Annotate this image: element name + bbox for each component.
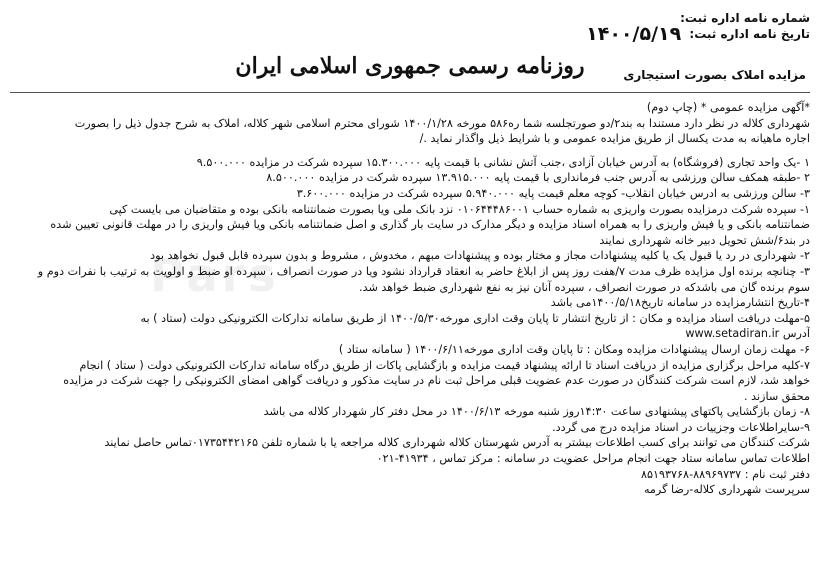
notice-line: خواهد شد، لازم است شرکت کنندگان در صورت عدم عضویت قبلی مراحل ثبت نام در سایت مذکور و دریافت گواهی امضای الکترونیکی را جهت شرکت در مزایده [63,374,810,388]
notice-line: ۱- سپرده شرکت درمزایده بصورت واریزی به شماره حساب ۰۱۰۶۴۴۴۸۶۰۰۱ نزد بانک ملی ویا بصورت ضمانتنامه بانکی بوده و متقاضیان می بایست کپی [109,202,810,216]
notice-line: ۲- شهرداری در رد یا قبول یک یا کلیه پیشنهادات مجاز و مختار بوده و پیشنهادات مبهم ، مخدوش ، مشروط و بدون سپرده قابل قبول نخواهد بود [150,249,810,263]
notice-line: در بند۶/شش تحویل دبیر خانه شهرداری نمایند [599,233,810,247]
notice-line: سوم برنده گان می باشدکه در صورت انصراف ، سپرده آنان نیز به نفع شهرداری ضبط خواهد شد. [359,280,810,294]
newspaper-title: روزنامه رسمی جمهوری اسلامی ایران [235,53,585,79]
notice-line: ۱ -یک واحد تجاری (فروشگاه) به آدرس خیابان آزادی ،جنب آتش نشانی با قیمت پایه ۱۵.۳۰۰.۰۰۰ سپرده شرکت در مزایده ۹.۵۰۰.۰۰۰ [196,155,810,169]
notice-line: ضمانتنامه بانکی و یا فیش واریزی را به همراه اسناد مزایده و دیگر مدارک در سایت بار گذاری و اصل ضمانتنامه بانکی ویا فیش واریزی را در مهلت قانونی تعیین شده [50,218,810,232]
notice-line: سرپرست شهرداری کلاله-رضا گرمه [643,483,810,497]
notice-line: ۲ -طبقه همکف سالن ورزشی به آدرس جنب فرمانداری با قیمت پایه ۱۳.۹۱۵.۰۰۰ سپرده شرکت در مزایده ۸.۵۰۰.۰۰۰ [266,171,810,185]
notice-line: ۳- سالن ورزشی به ادرس خیابان انقلاب- کوچه معلم قیمت پایه ۵.۹۴۰.۰۰۰ سپرده شرکت در مزایده ۳.۶۰۰.۰۰۰ [296,186,810,200]
registration-date [586,23,810,45]
notice-line: ۷-کلیه مراحل برگزاری مزایده از دریافت اسناد تا ارائه پیشنهاد قیمت مزایده و بازگشایی پاکات از طریق درگاه سامانه تدارکات الکترونیکی دولت ( ستاد ) انجام [79,358,810,372]
notice-line: محقق سازند . [743,389,810,403]
notice-line: شهرداری کلاله در نظر دارد مستندا به بند۲/دو صورتجلسه شما ره۵۸۶ مورخه ۱۴۰۰/۱/۲۸ شورای محترم اسلامی شهر کلاله، املاک به شرح جدول ذیل را بصورت [74,116,810,130]
notice-line: آدرس www.setadiran.ir [685,327,810,341]
registration-info [586,10,810,45]
notice-line: ۳- چنانچه برنده اول مزایده ظرف مدت ۷/هفت روز پس از ابلاغ حاضر به انعقاد قرارداد نشود ویا در صورت انصراف ، سپرده او ضبط و اولویت به ترتیب با نفرات دوم و [37,264,810,278]
notice-line: دفتر ثبت نام : ۸۸۹۶۹۷۳۷-۸۵۱۹۳۷۶۸ [641,467,810,481]
notice-line: ۸- زمان بازگشایی پاکتهای پیشنهادی ساعت ۱۴:۳۰روز شنبه مورخه ۱۴۰۰/۶/۱۳ در محل دفتر کار شهردار کلاله می باشد [263,405,810,419]
registration-date-label: تاریخ نامه اداره ثبت: [689,27,810,41]
notice-line: *آگهی مزایده عمومی * (چاپ دوم) [646,101,810,114]
notice-line: ۵-مهلت دریافت اسناد مزایده و مکان : از تاریخ انتشار تا پایان وقت اداری مورخه۱۴۰۰/۵/۳۰ از طریق سامانه تدارکات الکترونیکی دولت (ستاد ) به [140,311,810,325]
notice-body [10,100,810,498]
registration-date-value: ۱۴۰۰/۵/۱۹ [586,23,682,45]
notice-line: شرکت کنندگان می توانند برای کسب اطلاعات بیشتر به آدرس شهرستان کلاله شهرداری کلاله مراجعه یا با شماره تلفن ۰۱۷۳۵۴۴۲۱۶۵تماس حاصل نمایند [104,436,810,450]
header-divider [10,92,810,93]
notice-category: مزایده املاک بصورت استیجاری [623,68,806,82]
notice-line: ۹-سایراطلاعات وجزییات در اسناد مزایده درج می گردد. [552,420,810,434]
paragraph-gap [10,147,810,155]
notice-line: ۴-تاریخ انتشارمزایده در سامانه تاریخ۱۴۰۰/۵/۱۸می باشد [550,296,810,310]
watermark-logo: Pars [150,248,280,302]
registration-number-label: شماره نامه اداره ثبت: [680,11,810,25]
notice-line: ۶- مهلت زمان ارسال پیشنهادات مزایده ومکان : تا پایان وقت اداری مورخه۱۴۰۰/۶/۱۱ ( سامانه ستاد ) [338,342,810,356]
notice-line: اطلاعات تماس سامانه ستاد جهت انجام مراحل عضویت در سامانه : مرکز تماس ، ۴۱۹۳۴-۰۲۱ [376,452,810,466]
notice-line: اجاره ماهیانه به مدت یکسال از طریق مزایده عمومی و با شرایط ذیل واگذار نماید ./ [419,132,810,146]
